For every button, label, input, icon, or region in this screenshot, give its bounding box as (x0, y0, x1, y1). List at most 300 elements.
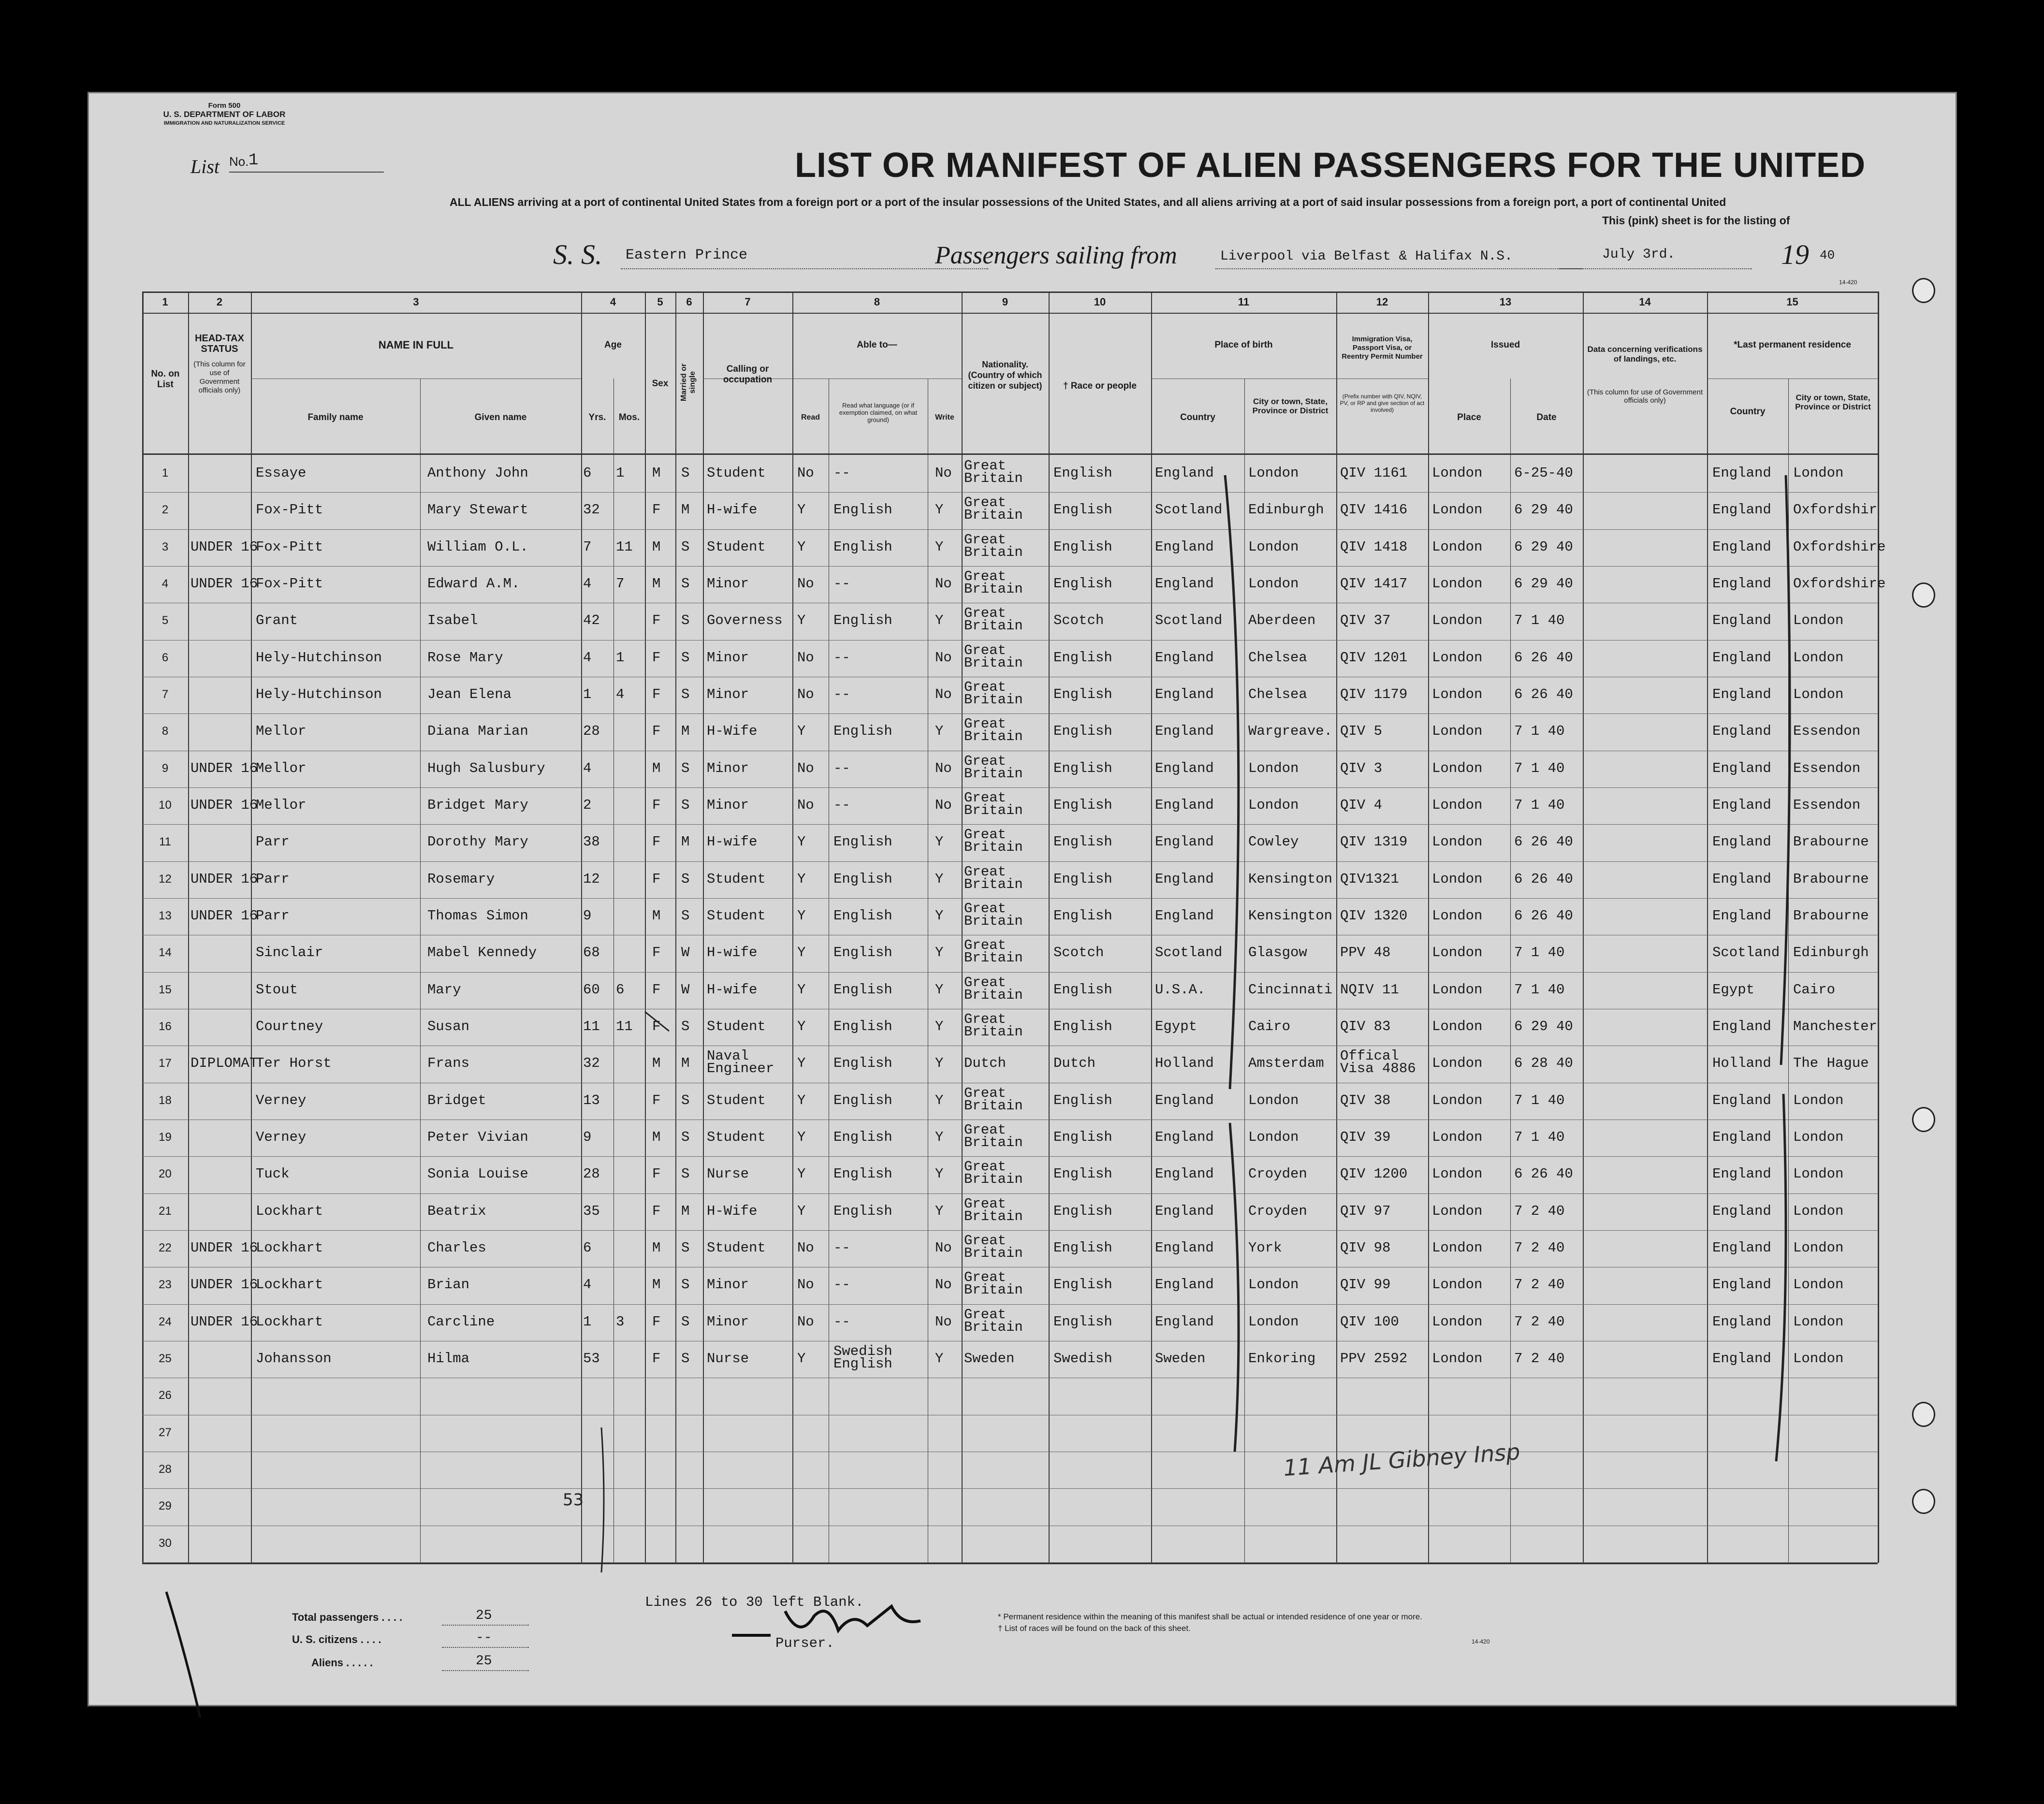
cell-race: English (1053, 760, 1112, 776)
cell-race: English (1053, 1203, 1112, 1219)
cell-tax: DIPLOMAT (190, 1055, 258, 1072)
cell-yrs: 4 (583, 1277, 592, 1293)
purser-signature (727, 1597, 969, 1655)
cell-occ: Minor (707, 576, 749, 592)
cell-ms: S (681, 760, 690, 776)
cell-nat: Great Britain (964, 679, 1023, 708)
col-num: 14 (1639, 296, 1651, 308)
cell-ms: S (681, 1166, 690, 1182)
cell-read: Y (797, 1092, 806, 1108)
cell-bcity: London (1248, 797, 1299, 813)
cell-given: Diana Marian (427, 723, 528, 740)
cell-sex: M (652, 576, 661, 592)
cell-read: No (797, 1277, 814, 1293)
header-issued-date: Date (1536, 412, 1557, 422)
cell-rcity: Oxfordshire (1793, 538, 1886, 555)
age-total-note: 53 (563, 1490, 584, 1510)
cell-bcountry: England (1155, 834, 1214, 850)
header-head-tax-note: (This column for use of Government officials only) (193, 360, 246, 394)
col-num: 6 (686, 296, 692, 308)
cell-race: English (1053, 871, 1112, 887)
cell-bcity: London (1248, 1313, 1299, 1330)
header-able-to: Able to— (857, 340, 897, 350)
cell-visa: PPV 48 (1340, 945, 1391, 961)
cell-family: Lockhart (256, 1277, 323, 1293)
cell-given: Bridget Mary (427, 797, 528, 813)
cell-write: Y (935, 1092, 944, 1108)
cell-sex: F (652, 834, 661, 850)
cell-nat: Great Britain (964, 863, 1023, 892)
cell-given: Isabel (427, 612, 478, 629)
cell-no: 29 (159, 1499, 172, 1513)
cell-rcity: London (1793, 649, 1844, 666)
cell-read: Y (797, 945, 806, 961)
cell-iplace: London (1432, 723, 1483, 740)
cell-yrs: 6 (583, 1240, 592, 1256)
cell-race: English (1053, 723, 1112, 740)
cell-no: 30 (159, 1536, 172, 1550)
us-citizens-label: U. S. citizens . . . . (292, 1633, 381, 1645)
cell-tax: UNDER 16 (190, 871, 258, 887)
cell-rcountry: England (1712, 871, 1771, 887)
cell-rcountry: England (1712, 723, 1771, 740)
cell-given: Thomas Simon (427, 908, 528, 924)
cell-write: No (935, 1277, 952, 1293)
cell-read: No (797, 1240, 814, 1256)
ship-name: Eastern Prince (626, 247, 748, 263)
header-family-name: Family name (307, 412, 364, 422)
cell-family: Parr (256, 908, 290, 924)
cell-ms: W (681, 945, 690, 961)
header-last-residence: *Last permanent residence (1734, 340, 1851, 350)
handwritten-tally-marks (142, 291, 1886, 1563)
cell-iplace: London (1432, 612, 1483, 629)
cell-lang: English (833, 834, 892, 850)
cell-rcountry: England (1712, 1277, 1771, 1293)
cell-idate: 7 1 40 (1514, 945, 1565, 961)
cell-write: Y (935, 612, 944, 629)
cell-visa: QIV 38 (1340, 1092, 1391, 1108)
cell-no: 24 (159, 1315, 172, 1328)
binder-hole (1912, 1107, 1935, 1132)
cell-write: Y (935, 908, 944, 924)
page-title: LIST OR MANIFEST OF ALIEN PASSENGERS FOR THE UNITED (795, 146, 1866, 185)
header-head-tax: HEAD-TAX STATUS (195, 333, 244, 354)
cell-idate: 6 28 40 (1514, 1055, 1573, 1072)
cell-idate: 6 26 40 (1514, 871, 1573, 887)
cell-lang: -- (833, 760, 850, 776)
cell-rcountry: England (1712, 1018, 1771, 1034)
footnote-residence: * Permanent residence within the meaning of this manifest shall be actual or intended residence of one year or more. (998, 1612, 1422, 1621)
cell-given: Hugh Salusbury (427, 760, 545, 776)
cell-bcity: Wargreave. (1248, 723, 1333, 740)
cell-visa: QIV 5 (1340, 723, 1383, 740)
cell-lang: English (833, 1092, 892, 1108)
cell-occ: H-Wife (707, 1203, 758, 1219)
cell-given: Carcline (427, 1313, 495, 1330)
cell-yrs: 32 (583, 502, 600, 518)
cell-write: Y (935, 871, 944, 887)
cell-sex: F (652, 502, 661, 518)
cell-iplace: London (1432, 576, 1483, 592)
cell-idate: 7 1 40 (1514, 723, 1565, 740)
cell-idate: 7 2 40 (1514, 1313, 1565, 1330)
cell-sex: M (652, 1277, 661, 1293)
cell-yrs: 13 (583, 1092, 600, 1108)
cell-lang: English (833, 1203, 892, 1219)
cell-lang: English (833, 908, 892, 924)
cell-iplace: London (1432, 1351, 1483, 1367)
cell-yrs: 1 (583, 1313, 592, 1330)
cell-race: English (1053, 1166, 1112, 1182)
cell-sex: F (652, 612, 661, 629)
cell-nat: Great Britain (964, 974, 1023, 1003)
cell-yrs: 28 (583, 723, 600, 740)
cell-visa: QIV1321 (1340, 871, 1399, 887)
cell-no: 6 (161, 651, 169, 664)
cell-iplace: London (1432, 1203, 1483, 1219)
cell-yrs: 9 (583, 1129, 592, 1145)
cell-idate: 7 2 40 (1514, 1203, 1565, 1219)
cell-ms: S (681, 1092, 690, 1108)
cell-iplace: London (1432, 797, 1483, 813)
cell-read: Y (797, 1166, 806, 1182)
cell-no: 13 (159, 909, 172, 922)
cell-write: Y (935, 981, 944, 998)
cell-bcity: Kensington (1248, 908, 1333, 924)
cell-lang: -- (833, 576, 850, 592)
cell-occ: Minor (707, 686, 749, 702)
cell-read: Y (797, 1203, 806, 1219)
cell-read: Y (797, 538, 806, 555)
cell-rcity: London (1793, 1240, 1844, 1256)
cell-rcountry: England (1712, 1129, 1771, 1145)
cell-rcountry: Egypt (1712, 981, 1755, 998)
cell-sex: F (652, 1166, 661, 1182)
cell-lang: English (833, 612, 892, 629)
cell-no: 18 (159, 1093, 172, 1107)
cell-given: Rosemary (427, 871, 495, 887)
cell-ms: S (681, 649, 690, 666)
cell-idate: 7 1 40 (1514, 612, 1565, 629)
cell-rcountry: England (1712, 1092, 1771, 1108)
cell-read: No (797, 1313, 814, 1330)
cell-bcity: Cairo (1248, 1018, 1291, 1034)
cell-given: Mary (427, 981, 461, 998)
cell-write: No (935, 576, 952, 592)
cell-idate: 6 29 40 (1514, 576, 1573, 592)
cell-family: Stout (256, 981, 298, 998)
cell-nat: Great Britain (964, 937, 1023, 966)
cell-visa: PPV 2592 (1340, 1351, 1408, 1367)
cell-idate: 7 1 40 (1514, 760, 1565, 776)
cell-bcountry: Sweden (1155, 1351, 1206, 1367)
cell-visa: Offical Visa 4886 (1340, 1048, 1416, 1077)
cell-family: Parr (256, 834, 290, 850)
cell-rcity: Essendon (1793, 760, 1861, 776)
cell-rcountry: England (1712, 797, 1771, 813)
cell-iplace: London (1432, 1055, 1483, 1072)
cell-ms: M (681, 502, 690, 518)
cell-tax: UNDER 16 (190, 576, 258, 592)
cell-rcity: Manchester (1793, 1018, 1878, 1034)
cell-yrs: 4 (583, 576, 592, 592)
cell-ms: S (681, 908, 690, 924)
header-visa: Immigration Visa, Passport Visa, or Reentry Permit Number (1342, 335, 1423, 361)
header-read: Read (801, 413, 820, 422)
cell-ms: S (681, 612, 690, 629)
cell-idate: 6 26 40 (1514, 686, 1573, 702)
cell-occ: Student (707, 538, 766, 555)
cell-race: English (1053, 576, 1112, 592)
cell-lang: English (833, 1129, 892, 1145)
cell-rcity: London (1793, 1313, 1844, 1330)
cell-visa: QIV 1179 (1340, 686, 1408, 702)
cell-race: Swedish (1053, 1351, 1112, 1367)
cell-bcountry: England (1155, 1129, 1214, 1145)
cell-bcity: Kensington (1248, 871, 1333, 887)
cell-rcity: Brabourne (1793, 834, 1869, 850)
manifest-sheet (88, 92, 1957, 1706)
cell-idate: 7 1 40 (1514, 981, 1565, 998)
cell-given: Susan (427, 1018, 470, 1034)
cell-given: Rose Mary (427, 649, 503, 666)
cell-occ: Nurse (707, 1351, 749, 1367)
cell-idate: 7 1 40 (1514, 797, 1565, 813)
cell-write: No (935, 465, 952, 481)
cell-yrs: 4 (583, 649, 592, 666)
cell-sex: F (652, 945, 661, 961)
subtitle-1: ALL ALIENS arriving at a port of continental United States from a foreign port or a port of the insular possessions of the United States, and all aliens arriving at a port of said insular possessions from a foreign port, a port of continental United (450, 196, 1726, 208)
cell-bcountry: England (1155, 1203, 1214, 1219)
cell-iplace: London (1432, 945, 1483, 961)
cell-idate: 6 29 40 (1514, 1018, 1573, 1034)
cell-write: No (935, 686, 952, 702)
cell-yrs: 7 (583, 538, 592, 555)
binder-hole (1912, 1489, 1935, 1514)
cell-occ: Student (707, 871, 766, 887)
cell-idate: 6 29 40 (1514, 538, 1573, 555)
cell-rcity: London (1793, 1166, 1844, 1182)
cell-write: No (935, 760, 952, 776)
cell-bcity: Glasgow (1248, 945, 1307, 961)
cell-iplace: London (1432, 1313, 1483, 1330)
cell-no: 3 (161, 540, 169, 553)
cell-bcountry: England (1155, 1277, 1214, 1293)
col-num: 1 (162, 296, 168, 308)
cell-visa: QIV 1161 (1340, 465, 1408, 481)
cell-nat: Great Britain (964, 753, 1023, 782)
cell-tax: UNDER 16 (190, 1277, 258, 1293)
cell-race: English (1053, 1240, 1112, 1256)
col-num: 11 (1238, 296, 1250, 308)
cell-no: 25 (159, 1352, 172, 1365)
total-passengers-value: 25 (476, 1608, 492, 1623)
cell-read: Y (797, 502, 806, 518)
cell-bcity: Cincinnati (1248, 981, 1333, 998)
cell-iplace: London (1432, 649, 1483, 666)
cell-lang: -- (833, 1277, 850, 1293)
cell-no: 5 (161, 614, 169, 627)
cell-bcity: London (1248, 1129, 1299, 1145)
cell-no: 17 (159, 1057, 172, 1070)
cell-family: Mellor (256, 797, 307, 813)
cell-write: Y (935, 834, 944, 850)
cell-idate: 7 2 40 (1514, 1351, 1565, 1367)
cell-bcity: London (1248, 465, 1299, 481)
cell-no: 26 (159, 1389, 172, 1402)
cell-tax: UNDER 16 (190, 1240, 258, 1256)
cell-visa: QIV 1200 (1340, 1166, 1408, 1182)
cell-nat: Dutch (964, 1055, 1007, 1072)
cell-ms: S (681, 1277, 690, 1293)
cell-given: Anthony John (427, 465, 528, 481)
cell-occ: Naval Engineer (707, 1048, 774, 1077)
cell-race: English (1053, 465, 1112, 481)
cell-rcity: Essendon (1793, 723, 1861, 740)
cell-write: Y (935, 1203, 944, 1219)
cell-read: No (797, 649, 814, 666)
department: U. S. DEPARTMENT OF LABOR (163, 110, 286, 119)
cell-read: Y (797, 871, 806, 887)
cell-visa: QIV 37 (1340, 612, 1391, 629)
cell-rcity: London (1793, 465, 1844, 481)
cell-yrs: 53 (583, 1351, 600, 1367)
cell-visa: QIV 4 (1340, 797, 1383, 813)
cell-ms: S (681, 538, 690, 555)
cell-nat: Great Britain (964, 531, 1023, 560)
cell-nat: Great Britain (964, 790, 1023, 818)
cell-race: English (1053, 908, 1112, 924)
cell-race: English (1053, 649, 1112, 666)
cell-iplace: London (1432, 1166, 1483, 1182)
cell-bcountry: Holland (1155, 1055, 1214, 1072)
cell-occ: H-Wife (707, 723, 758, 740)
cell-ms: S (681, 1129, 690, 1145)
cell-nat: Great Britain (964, 1159, 1023, 1188)
cell-race: English (1053, 981, 1112, 998)
cell-tax: UNDER 16 (190, 797, 258, 813)
cell-no: 12 (159, 872, 172, 886)
cell-family: Grant (256, 612, 298, 629)
cell-family: Courtney (256, 1018, 323, 1034)
cell-rcountry: England (1712, 1313, 1771, 1330)
cell-mos: 4 (616, 686, 625, 702)
header-place-of-birth: Place of birth (1214, 340, 1273, 350)
footnote-races: † List of races will be found on the back of this sheet. (998, 1624, 1191, 1633)
cell-bcountry: England (1155, 1240, 1214, 1256)
inspector-note: 11 Am JL Gibney Insp (1282, 1438, 1521, 1482)
cell-no: 21 (159, 1204, 172, 1218)
cell-no: 27 (159, 1426, 172, 1439)
cell-iplace: London (1432, 465, 1483, 481)
cell-occ: H-wife (707, 981, 758, 998)
cell-sex: F (652, 686, 661, 702)
cell-nat: Great Britain (964, 495, 1023, 524)
cell-iplace: London (1432, 1129, 1483, 1145)
cell-iplace: London (1432, 1092, 1483, 1108)
cell-given: Mary Stewart (427, 502, 528, 518)
cell-ms: M (681, 723, 690, 740)
cell-sex: M (652, 538, 661, 555)
cell-sex: F (652, 1313, 661, 1330)
cell-bcountry: England (1155, 465, 1214, 481)
cell-occ: H-wife (707, 834, 758, 850)
cell-idate: 7 2 40 (1514, 1240, 1565, 1256)
cell-occ: Minor (707, 760, 749, 776)
port-underline (1215, 268, 1583, 269)
cell-yrs: 4 (583, 760, 592, 776)
cell-ms: M (681, 834, 690, 850)
cell-visa: QIV 1418 (1340, 538, 1408, 555)
cell-rcity: Cairo (1793, 981, 1836, 998)
cell-nat: Great Britain (964, 1306, 1023, 1335)
header-married: Married or single (680, 363, 697, 402)
ship-underline (621, 268, 988, 269)
cell-sex: F (652, 981, 661, 998)
cell-bcountry: England (1155, 871, 1214, 887)
cell-bcity: London (1248, 538, 1299, 555)
col-num: 12 (1376, 296, 1388, 308)
cell-rcountry: England (1712, 649, 1771, 666)
cell-yrs: 38 (583, 834, 600, 850)
cell-no: 19 (159, 1131, 172, 1144)
cell-bcountry: England (1155, 1092, 1214, 1108)
cell-ms: S (681, 871, 690, 887)
cell-family: Lockhart (256, 1240, 323, 1256)
cell-read: Y (797, 981, 806, 998)
cell-nat: Great Britain (964, 1122, 1023, 1150)
cell-lang: English (833, 502, 892, 518)
cell-lang: English (833, 981, 892, 998)
cell-sex: F (652, 1351, 661, 1367)
cell-bcity: Croyden (1248, 1203, 1307, 1219)
header-sex: Sex (652, 378, 669, 389)
cell-given: Edward A.M. (427, 576, 520, 592)
cell-visa: QIV 1416 (1340, 502, 1408, 518)
cell-rcity: London (1793, 1351, 1844, 1367)
cell-family: Lockhart (256, 1203, 323, 1219)
cell-bcountry: England (1155, 1313, 1214, 1330)
cell-nat: Great Britain (964, 827, 1023, 856)
cell-idate: 6 26 40 (1514, 908, 1573, 924)
header-calling: Calling or occupation (723, 364, 773, 385)
cell-rcity: London (1793, 1203, 1844, 1219)
cell-rcountry: England (1712, 760, 1771, 776)
col-num: 3 (413, 296, 419, 308)
aliens-value: 25 (476, 1654, 492, 1669)
cell-ms: M (681, 1203, 690, 1219)
cell-family: Fox-Pitt (256, 502, 323, 518)
cell-ms: S (681, 797, 690, 813)
cell-family: Verney (256, 1129, 307, 1145)
cell-bcity: Chelsea (1248, 686, 1307, 702)
cell-mos: 11 (616, 1018, 633, 1034)
purser-label: Purser. (775, 1635, 834, 1651)
subtitle-2: This (pink) sheet is for the listing of (1602, 214, 1790, 227)
header-issued-place: Place (1457, 412, 1481, 422)
cell-bcity: London (1248, 576, 1299, 592)
cell-family: Mellor (256, 760, 307, 776)
cell-bcountry: England (1155, 760, 1214, 776)
cell-nat: Great Britain (964, 568, 1023, 597)
cell-iplace: London (1432, 1240, 1483, 1256)
cell-bcity: Chelsea (1248, 649, 1307, 666)
cell-idate: 7 1 40 (1514, 1129, 1565, 1145)
cell-occ: Minor (707, 1277, 749, 1293)
cell-ms: S (681, 576, 690, 592)
col-num: 5 (657, 296, 663, 308)
